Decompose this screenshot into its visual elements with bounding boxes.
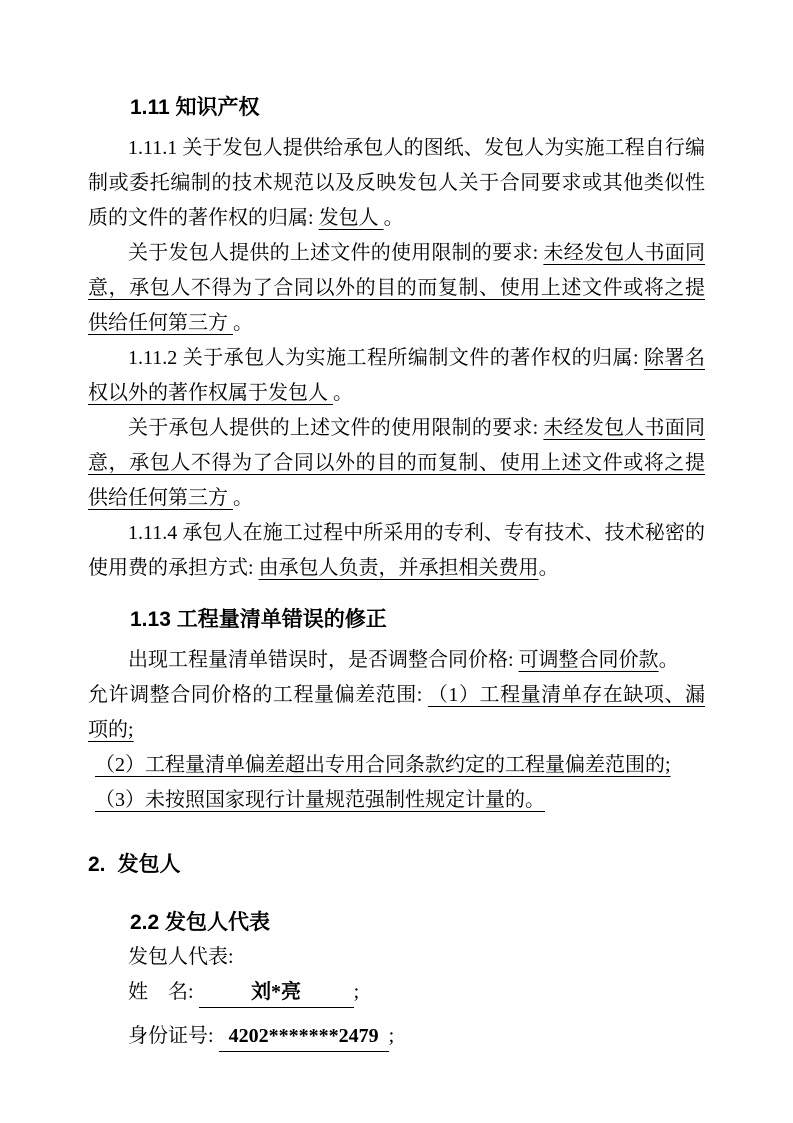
text-run: 1.11 知识产权: [130, 96, 260, 119]
para-adjust-range-item-3: [88, 783, 705, 818]
text-run: 关于发包人提供的上述文件的使用限制的要求:: [128, 242, 544, 264]
para-1-11-2-copyright-ownership: [88, 341, 705, 411]
para-employer-representative-label: [88, 940, 705, 975]
field-line-id-number: [88, 1019, 705, 1054]
filled-blank-value: 刘*亮: [199, 978, 354, 1008]
underlined-value: （1）工程量清单存在缺项、漏项的;: [88, 684, 705, 741]
text-run: 2.: [88, 853, 106, 876]
text-run: 出现工程量清单错误时，是否调整合同价格:: [128, 649, 519, 671]
para-1-11-1-copyright-ownership: [88, 131, 705, 236]
filled-blank-value: 4202*******2479: [219, 1022, 389, 1052]
text-run: 1.13 工程量清单错误的修正: [130, 608, 387, 631]
underlined-value: 除署名权以外的著作权属于发包人: [88, 347, 705, 404]
text-run: ;: [353, 981, 360, 1003]
text-run: 。: [658, 649, 679, 671]
para-adjust-range-item-2: [88, 748, 705, 783]
heading-1-11: [88, 90, 705, 125]
text-run: 1.11.1 关于发包人提供给承包人的图纸、发包人为实施工程自行编制或委托编制的技术规范以及反映发包人关于合同要求或其他类似性质的文件的著作权的归属:: [88, 137, 705, 229]
text-run: 1.11.2 关于承包人为实施工程所编制文件的著作权的归属:: [128, 347, 645, 369]
text-run: 2.2 发包人代表: [130, 911, 271, 934]
text-run: ;: [388, 1025, 395, 1047]
para-1-11-1-usage-restriction: [88, 236, 705, 341]
text-run: 关于承包人提供的上述文件的使用限制的要求:: [128, 417, 544, 439]
heading-2-employer: [88, 847, 705, 882]
text-run: 。: [538, 557, 559, 579]
text-run: 允许调整合同价格的工程量偏差范围:: [88, 684, 428, 706]
underlined-value: 可调整合同价款: [518, 649, 659, 671]
text-run: 。: [333, 382, 353, 404]
para-1-11-4-patent-fees: [88, 516, 705, 586]
underlined-value: （2）工程量清单偏差超出专用合同条款约定的工程量偏差范围的;: [95, 754, 671, 776]
underlined-value: 未经发包人书面同意，承包人不得为了合同以外的目的而复制、使用上述文件或将之提供给任何第三方: [88, 242, 706, 334]
underlined-value: 发包人: [318, 207, 384, 229]
underlined-value: 未经发包人书面同意，承包人不得为了合同以外的目的而复制、使用上述文件或将之提供给任何第三方: [88, 417, 706, 509]
text-run: 发包人: [117, 853, 181, 876]
text-run: 发包人代表:: [128, 946, 234, 968]
field-line-name: [88, 975, 705, 1010]
text-run: 1.11.4 承包人在施工过程中所采用的专利、专有技术、技术秘密的使用费的承担方式:: [88, 522, 705, 579]
para-boq-error-adjustment: [88, 643, 705, 678]
underlined-value: （3）未按照国家现行计量规范强制性规定计量的。: [95, 789, 545, 811]
para-adjust-range-item-1: [88, 678, 705, 748]
heading-1-13: [88, 602, 705, 637]
text-run: 姓 名:: [128, 981, 199, 1003]
underlined-value: 由承包人负责，并承担相关费用: [258, 557, 539, 579]
para-1-11-2-usage-restriction: [88, 411, 705, 516]
text-run: 身份证号:: [128, 1025, 219, 1047]
text-run: 。: [233, 312, 253, 334]
text-run: 。: [233, 487, 253, 509]
heading-2-2-employer-representative: [88, 905, 705, 940]
text-run: 。: [383, 207, 404, 229]
